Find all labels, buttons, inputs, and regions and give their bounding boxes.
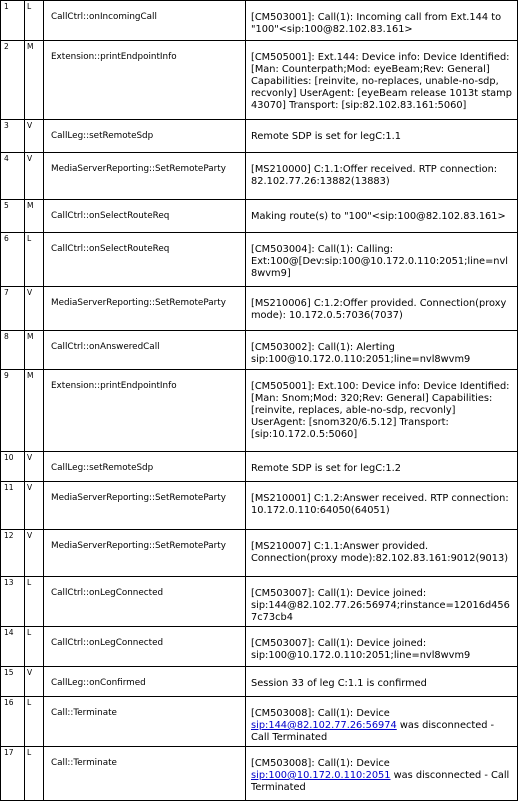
log-message: [MS210007] C:1.1:Answer provided. Connection(proxy mode):82.102.83.161:9012(9013): [246, 530, 518, 577]
function-name: CallLeg::setRemoteSdp: [44, 452, 246, 482]
table-row: [1, 120, 518, 153]
table-row: [1, 482, 518, 530]
row-number: 10: [1, 452, 25, 482]
log-level: M: [25, 41, 44, 120]
message-text: was disconnected - Call Terminated: [251, 770, 510, 793]
function-name: CallCtrl::onSelectRouteReq: [44, 200, 246, 233]
log-level: V: [25, 153, 44, 200]
table-row: [1, 370, 518, 452]
log-message: [CM503007]: Call(1): Device joined: sip:100@10.172.0.110:2051;line=nvl8wvm9: [246, 627, 518, 667]
log-message: Remote SDP is set for legC:1.2: [246, 452, 518, 482]
table-row: [1, 200, 518, 233]
table-row: [1, 697, 518, 747]
log-message: [246, 697, 518, 747]
table-row: [1, 153, 518, 200]
log-message: [CM503001]: Call(1): Incoming call from Ext.144 to "100"<sip:100@82.102.83.161>: [246, 1, 518, 41]
log-message: [CM503004]: Call(1): Calling: Ext:100@[Dev:sip:100@10.172.0.110:2051;line=nvl8wvm9]: [246, 233, 518, 287]
log-message: [246, 747, 518, 801]
log-level: L: [25, 627, 44, 667]
row-number: 6: [1, 233, 25, 287]
log-level: L: [25, 697, 44, 747]
log-level: V: [25, 667, 44, 697]
table-row: [1, 530, 518, 577]
function-name: MediaServerReporting::SetRemoteParty: [44, 287, 246, 331]
function-name: MediaServerReporting::SetRemoteParty: [44, 153, 246, 200]
function-name: CallLeg::setRemoteSdp: [44, 120, 246, 153]
table-row: [1, 41, 518, 120]
table-row: [1, 452, 518, 482]
function-name: Call::Terminate: [44, 747, 246, 801]
log-level: V: [25, 530, 44, 577]
table-row: [1, 1, 518, 41]
log-level: L: [25, 577, 44, 627]
row-number: 7: [1, 287, 25, 331]
log-message: [CM505001]: Ext.144: Device info: Device Identified: [Man: Counterpath;Mod: eyeBeam;Rev: General] Capabilities: [reinvite, no-replaces, unable-no-sdp, recvonly] UserAgent: [eyeBeam release 1013t stamp 43070] Transport: [sip:82.102.83.161:5060]: [246, 41, 518, 120]
row-number: 5: [1, 200, 25, 233]
row-number: 14: [1, 627, 25, 667]
row-number: 4: [1, 153, 25, 200]
table-row: [1, 627, 518, 667]
message-text: [CM503008]: Call(1): Device: [251, 708, 390, 719]
log-level: L: [25, 747, 44, 801]
function-name: CallLeg::onConfirmed: [44, 667, 246, 697]
row-number: 9: [1, 370, 25, 452]
function-name: MediaServerReporting::SetRemoteParty: [44, 530, 246, 577]
row-number: 13: [1, 577, 25, 627]
row-number: 17: [1, 747, 25, 801]
log-level: V: [25, 482, 44, 530]
table-row: [1, 667, 518, 697]
function-name: CallCtrl::onLegConnected: [44, 627, 246, 667]
log-level: V: [25, 120, 44, 153]
log-level: M: [25, 331, 44, 370]
log-message: Session 33 of leg C:1.1 is confirmed: [246, 667, 518, 697]
function-name: Extension::printEndpointInfo: [44, 370, 246, 452]
function-name: CallCtrl::onLegConnected: [44, 577, 246, 627]
log-message: [CM503007]: Call(1): Device joined: sip:144@82.102.77.26:56974;rinstance=12016d4567c73cb4: [246, 577, 518, 627]
function-name: MediaServerReporting::SetRemoteParty: [44, 482, 246, 530]
sip-link[interactable]: sip:100@10.172.0.110:2051: [251, 770, 391, 781]
row-number: 3: [1, 120, 25, 153]
log-level: M: [25, 200, 44, 233]
table-row: [1, 747, 518, 801]
row-number: 16: [1, 697, 25, 747]
function-name: CallCtrl::onSelectRouteReq: [44, 233, 246, 287]
row-number: 15: [1, 667, 25, 697]
log-message: [MS210001] C:1.2:Answer received. RTP connection: 10.172.0.110:64050(64051): [246, 482, 518, 530]
row-number: 8: [1, 331, 25, 370]
log-message: [MS210000] C:1.1:Offer received. RTP connection: 82.102.77.26:13882(13883): [246, 153, 518, 200]
log-message: [CM503002]: Call(1): Alerting sip:100@10.172.0.110:2051;line=nvl8wvm9: [246, 331, 518, 370]
log-message: Making route(s) to "100"<sip:100@82.102.83.161>: [246, 200, 518, 233]
log-level: M: [25, 370, 44, 452]
row-number: 12: [1, 530, 25, 577]
function-name: CallCtrl::onIncomingCall: [44, 1, 246, 41]
sip-link[interactable]: sip:144@82.102.77.26:56974: [251, 720, 397, 731]
log-message: [CM505001]: Ext.100: Device info: Device Identified: [Man: Snom;Mod: 320;Rev: General] Capabilities: [reinvite, replaces, able-no-sdp, recvonly] UserAgent: [snom320/6.5.12] Transport: [sip:10.172.0.5:5060]: [246, 370, 518, 452]
table-row: [1, 577, 518, 627]
table-row: [1, 233, 518, 287]
message-text: [CM503008]: Call(1): Device: [251, 758, 390, 769]
function-name: Extension::printEndpointInfo: [44, 41, 246, 120]
function-name: Call::Terminate: [44, 697, 246, 747]
message-text: was disconnected - Call Terminated: [251, 720, 495, 743]
log-message: Remote SDP is set for legC:1.1: [246, 120, 518, 153]
row-number: 1: [1, 1, 25, 41]
log-level: L: [25, 233, 44, 287]
table-row: [1, 287, 518, 331]
table-row: [1, 331, 518, 370]
row-number: 11: [1, 482, 25, 530]
log-level: V: [25, 452, 44, 482]
function-name: CallCtrl::onAnsweredCall: [44, 331, 246, 370]
log-message: [MS210006] C:1.2:Offer provided. Connection(proxy mode): 10.172.0.5:7036(7037): [246, 287, 518, 331]
log-level: L: [25, 1, 44, 41]
log-level: V: [25, 287, 44, 331]
row-number: 2: [1, 41, 25, 120]
